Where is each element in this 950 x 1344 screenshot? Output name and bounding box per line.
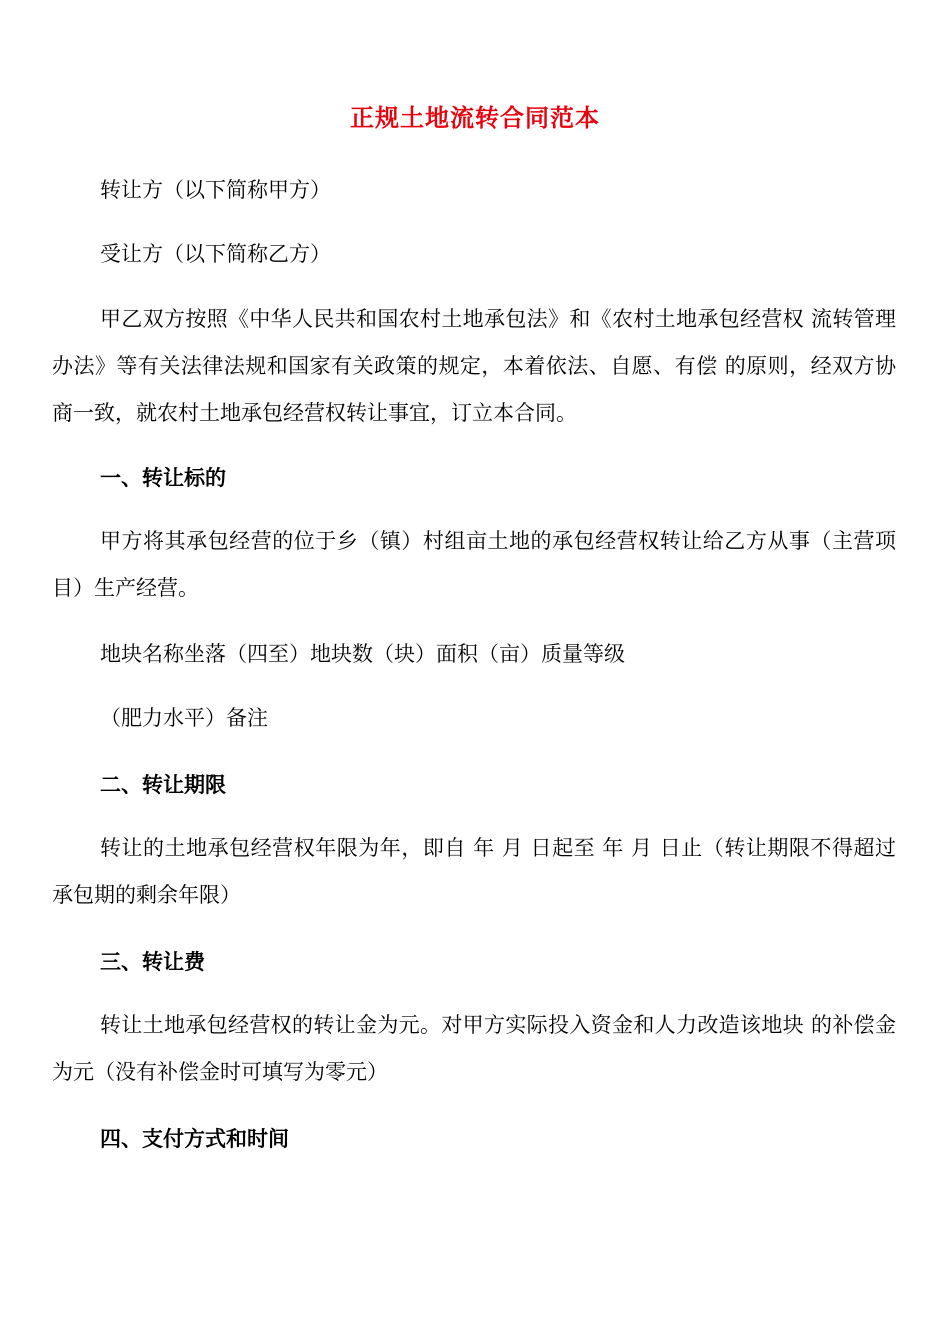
section-1-body: 甲方将其承包经营的位于乡（镇）村组亩土地的承包经营权转让给乙方从事（主营项目）生产经营。 xyxy=(52,529,896,600)
section-heading-3: 三、转让费 xyxy=(100,950,205,974)
section-heading-4: 四、支付方式和时间 xyxy=(100,1127,289,1151)
section-3-body: 转让土地承包经营权的转让金为元。对甲方实际投入资金和人力改造该地块 的补偿金为元（没有补偿金时可填写为零元） xyxy=(52,1013,897,1084)
section-2-body: 转让的土地承包经营权年限为年，即自 年 月 日起至 年 月 日止（转让期限不得超过承包期的剩余年限） xyxy=(52,836,896,907)
section-heading-1: 一、转让标的 xyxy=(100,466,226,490)
party-b-line: 受让方（以下简称乙方） xyxy=(100,242,331,266)
section-1-table-line-1: 地块名称坐落（四至）地块数（块）面积（亩）质量等级 xyxy=(100,642,625,666)
section-1-table-line-2: （肥力水平）备注 xyxy=(100,706,268,730)
document-title: 正规土地流转合同范本 xyxy=(350,104,600,132)
party-a-line: 转让方（以下简称甲方） xyxy=(100,178,331,202)
section-heading-2: 二、转让期限 xyxy=(100,773,226,797)
preamble-paragraph: 甲乙双方按照《中华人民共和国农村土地承包法》和《农村土地承包经营权 流转管理办法》等有关法律法规和国家有关政策的规定，本着依法、自愿、有偿 的原则，经双方协商一致，就农村土地承包经营权转让事宜，订立本合同。 xyxy=(52,307,897,425)
